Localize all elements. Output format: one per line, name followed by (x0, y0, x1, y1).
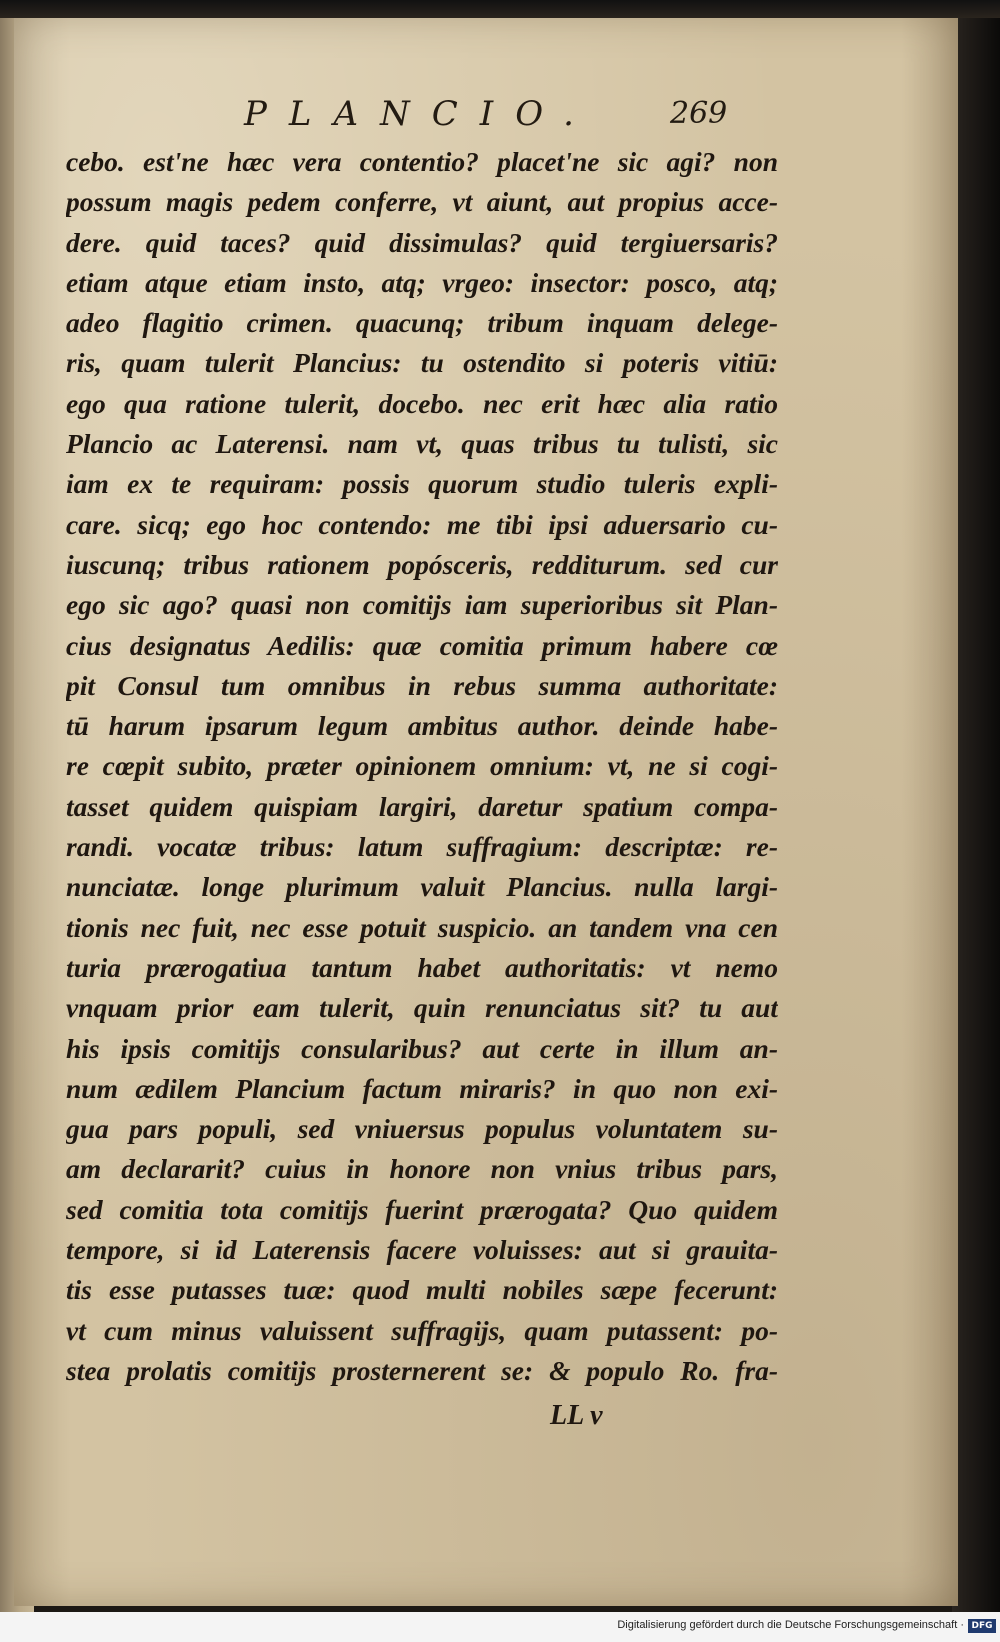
text-line: his ipsis comitijs consularibus? aut certe in illum an- (66, 1032, 778, 1064)
text-line: randi. vocatæ tribus: latum suffragium: descriptæ: re- (66, 831, 778, 863)
text-line: gua pars populi, sed vniuersus populus voluntatem su- (66, 1113, 778, 1145)
page-header (224, 94, 744, 138)
body-text (66, 142, 778, 1391)
text-line: am declararit? cuius in honore non vnius tribus pars, (66, 1153, 778, 1185)
text-line: possum magis pedem conferre, vt aiunt, aut propius acce- (66, 186, 778, 218)
text-line: cius designatus Aedilis: quæ comitia primum habere cœ (66, 629, 778, 661)
text-line: re cœpit subito, præter opinionem omnium: vt, ne si cogi- (66, 750, 778, 782)
scan-top-edge (0, 0, 1000, 18)
binding-shadow-right (952, 0, 1000, 1642)
page-number: 269 (670, 96, 728, 131)
footer-bar (0, 1612, 1000, 1642)
text-line: nunciatæ. longe plurimum valuit Plancius. nulla largi- (66, 871, 778, 903)
text-line: ris, quam tulerit Plancius: tu ostendito si poteris vitiū: (66, 347, 778, 379)
text-line: dere. quid taces? quid dissimulas? quid tergiuersaris? (66, 226, 778, 258)
text-line: tū harum ipsarum legum ambitus author. deinde habe- (66, 710, 778, 742)
text-line: iuscunq; tribus rationem popósceris, redditurum. sed cur (66, 548, 778, 580)
text-line: iam ex te requiram: possis quorum studio tuleris expli- (66, 468, 778, 500)
text-line: cebo. est'ne hæc vera contentio? placet'ne sic agi? non (66, 146, 778, 177)
text-line: vnquam prior eam tulerit, quin renunciatus sit? tu aut (66, 992, 778, 1024)
running-head: PLANCIO. (244, 94, 596, 134)
text-line: care. sicq; ego hoc contendo: me tibi ipsi aduersario cu- (66, 508, 778, 540)
dfg-logo-icon: DFG (968, 1619, 996, 1633)
text-line: vt cum minus valuissent suffragijs, quam putassent: po- (66, 1314, 778, 1346)
text-line: etiam atque etiam insto, atq; vrgeo: insector: posco, atq; (66, 266, 778, 298)
text-line: adeo flagitio crimen. quacunq; tribum inquam delege- (66, 307, 778, 339)
text-line: tempore, si id Laterensis facere voluisses: aut si grauita- (66, 1234, 778, 1266)
text-line: ego sic ago? quasi non comitijs iam superioribus sit Plan- (66, 589, 778, 621)
text-line: num ædilem Plancium factum miraris? in quo non exi- (66, 1072, 778, 1104)
footer-credit: Digitalisierung gefördert durch die Deutsche Forschungsgemeinschaft · (617, 1619, 964, 1631)
text-line: ego qua ratione tulerit, docebo. nec erit hæc alia ratio (66, 387, 778, 419)
text-line: turia prærogatiua tantum habet authoritatis: vt nemo (66, 951, 778, 983)
text-line: pit Consul tum omnibus in rebus summa authoritate: (66, 669, 778, 701)
text-line: tasset quidem quispiam largiri, daretur spatium compa- (66, 790, 778, 822)
signature-mark: LL v (550, 1400, 603, 1431)
book-page (14, 14, 958, 1606)
text-line: tionis nec fuit, nec esse potuit suspicio. an tandem vna cen (66, 911, 778, 943)
text-line: Plancio ac Laterensi. nam vt, quas tribus tu tulisti, sic (66, 428, 778, 460)
text-line: tis esse putasses tuæ: quod multi nobiles sæpe fecerunt: (66, 1274, 778, 1306)
text-line: stea prolatis comitijs prosternerent se: & populo Ro. fra- (66, 1354, 778, 1386)
text-line: sed comitia tota comitijs fuerint prærogata? Quo quidem (66, 1193, 778, 1225)
